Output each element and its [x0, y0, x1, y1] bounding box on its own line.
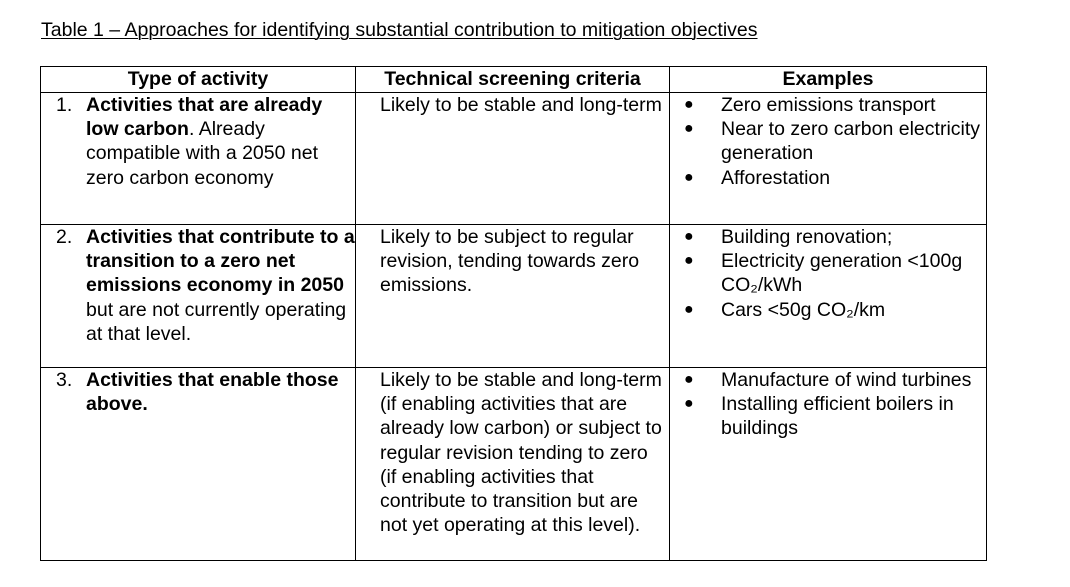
header-type-of-activity: Type of activity — [41, 67, 356, 93]
type-cell — [41, 368, 356, 561]
table-row — [41, 368, 987, 561]
bullet-icon: ● — [684, 96, 694, 113]
bullet-icon: ● — [684, 168, 694, 186]
list-item: ● Manufacture of wind turbines — [684, 369, 972, 391]
header-technical-screening-criteria: Technical screening criteria — [356, 67, 670, 93]
table-row — [41, 225, 987, 368]
examples-list — [670, 368, 986, 441]
list-item: ● Cars <50g CO₂/km — [684, 298, 886, 321]
examples-list — [670, 225, 986, 322]
bullet-icon: ● — [684, 120, 694, 138]
list-item: ● Electricity generation <100g CO₂/kWh — [684, 250, 963, 297]
criteria-cell: Likely to be stable and long-term (if enabling activities that are already low carbon) or subject to regular revision tending to zero (if enabling activities that contribute to transition but are not yet operating at this level). — [356, 368, 670, 561]
type-text: but are not currently operating at that level. — [86, 298, 347, 345]
approaches-table — [40, 66, 987, 561]
bullet-icon: ● — [684, 395, 694, 413]
list-item: ● Building renovation; — [684, 226, 893, 248]
examples-cell — [670, 93, 987, 225]
table-row — [41, 93, 987, 225]
type-bold-text: Activities that are already low carbon — [86, 94, 323, 141]
bullet-icon: ● — [684, 252, 694, 270]
list-item: ● Near to zero carbon electricity generation — [684, 118, 981, 165]
list-item: ● Zero emissions transport — [684, 94, 936, 116]
type-cell — [41, 93, 356, 225]
row-number: 3. — [56, 369, 73, 391]
row-number: 2. — [56, 226, 73, 248]
list-item: ● Installing efficient boilers in buildings — [684, 393, 954, 440]
header-row — [41, 67, 987, 93]
criteria-cell: Likely to be subject to regular revision, tending towards zero emissions. — [356, 225, 670, 368]
type-cell — [41, 225, 356, 368]
bullet-icon: ● — [684, 300, 694, 318]
row-number: 1. — [56, 94, 73, 116]
table-caption: Table 1 – Approaches for identifying substantial contribution to mitigation objectives — [41, 19, 758, 41]
list-item: ● Afforestation — [684, 166, 831, 189]
type-bold-text: Activities that enable those above. — [86, 369, 339, 416]
bullet-icon: ● — [684, 371, 694, 388]
criteria-cell: Likely to be stable and long-term — [356, 93, 670, 225]
examples-list — [670, 93, 986, 190]
type-bold-text: Activities that contribute to a transition to a zero net emissions economy in 2050 — [86, 226, 355, 297]
header-examples: Examples — [670, 67, 987, 93]
examples-cell — [670, 225, 987, 368]
examples-cell — [670, 368, 987, 561]
type-text: . Already compatible with a 2050 net zero carbon economy — [86, 118, 318, 189]
bullet-icon: ● — [684, 228, 694, 245]
